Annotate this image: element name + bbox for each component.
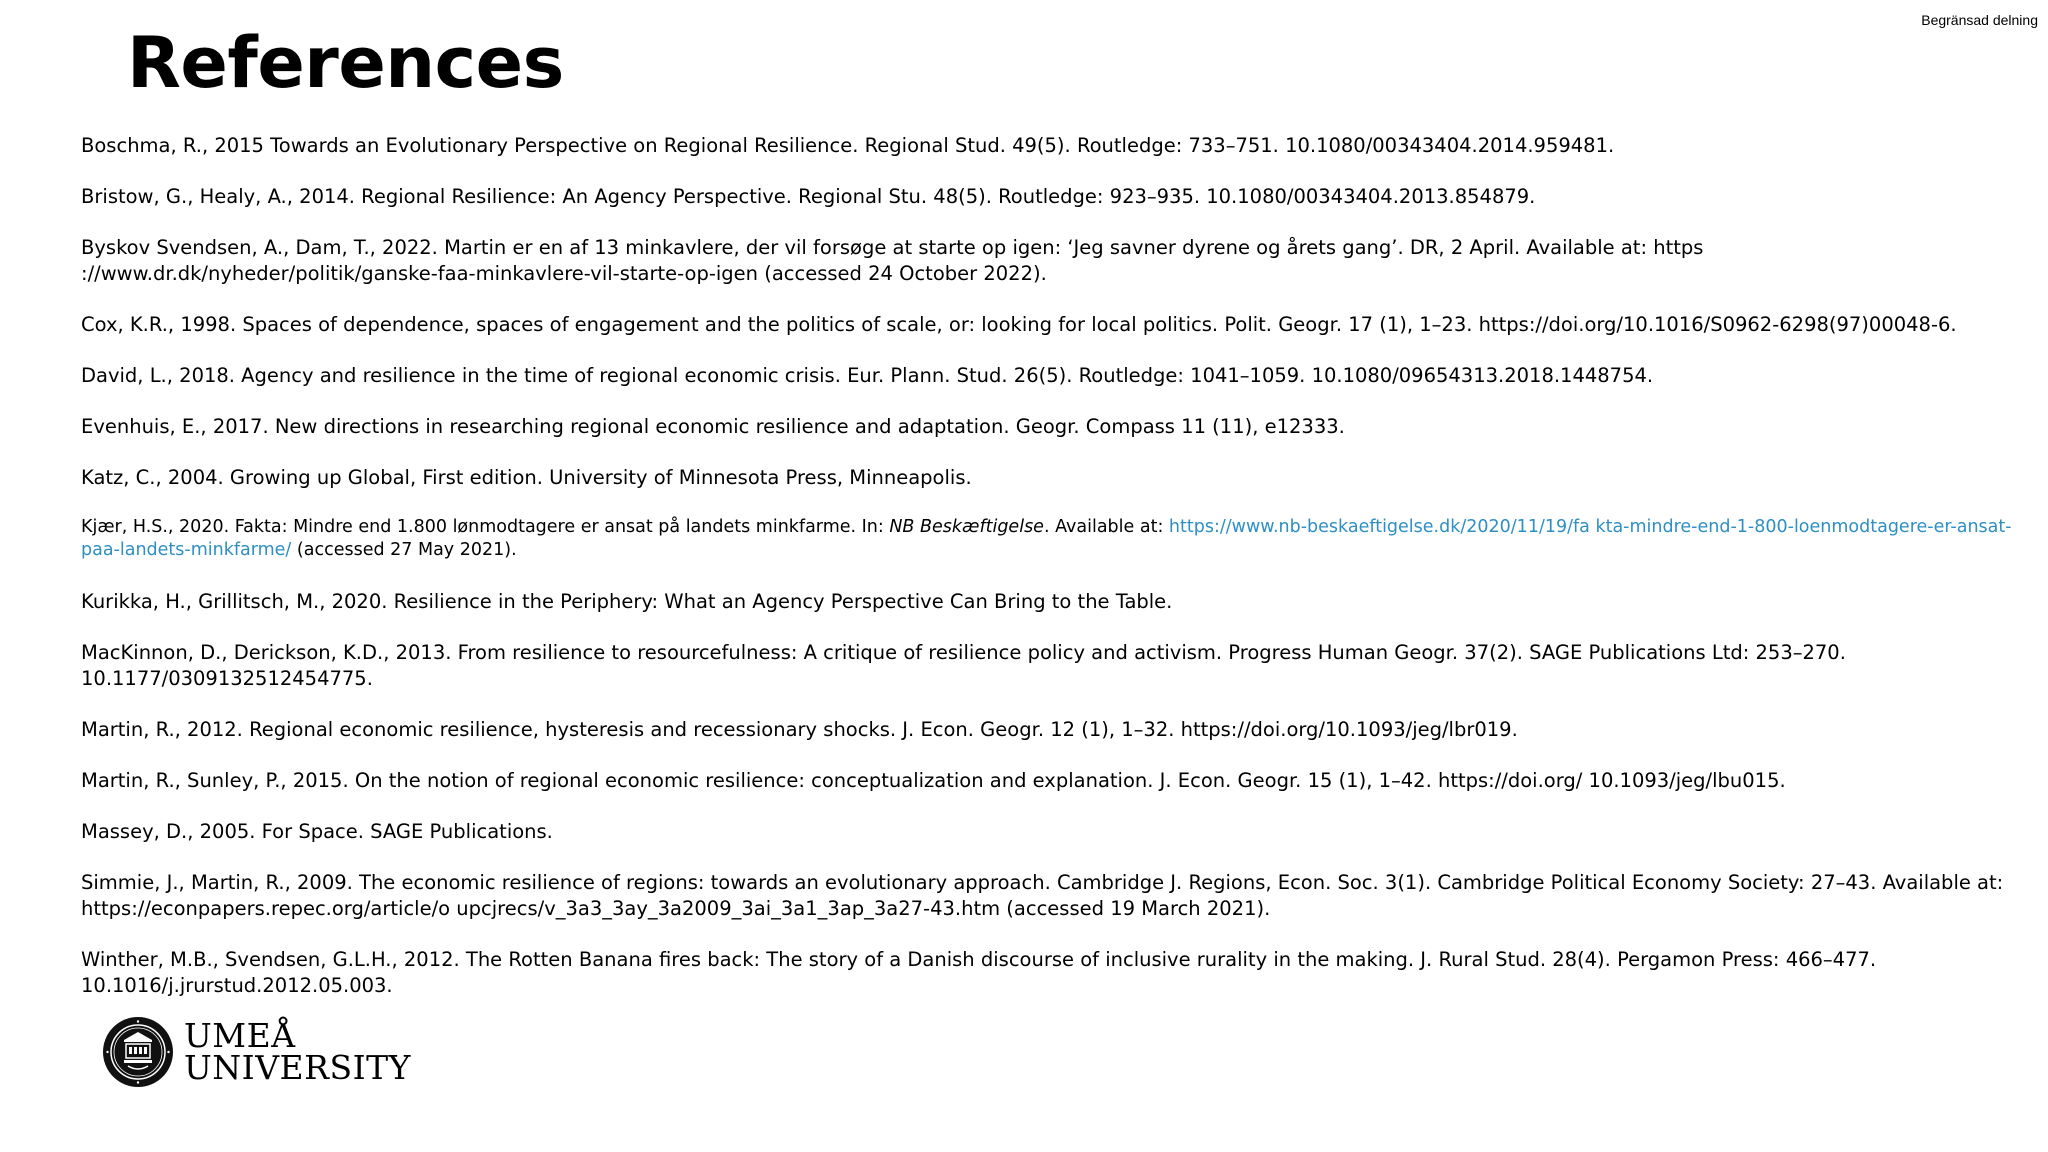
wordmark-line-1: UMEÅ (184, 1016, 296, 1055)
reference-cox-1998: Cox, K.R., 1998. Spaces of dependence, spaces of engagement and the politics of scale, or: looking for local politics. Polit. Geogr. 17 (1), 1–23. https://doi.org/10.1016/S0962-6298(97)00048-6. (81, 313, 1957, 336)
classification-label: Begränsad delning (1921, 12, 2038, 28)
reference-winther-2012: Winther, M.B., Svendsen, G.L.H., 2012. The Rotten Banana fires back: The story of a Danish discourse of inclusive rurality in the making. J. Rural Stud. 28(4). Pergamon Press: 466–477. 10.1016/j.jrurstud.2012.05.003. (81, 948, 1877, 997)
reference-kjaer-mid: . Available at: (1043, 517, 1169, 537)
reference-boschma-2015: Boschma, R., 2015 Towards an Evolutionary Perspective on Regional Resilience. Regional Stud. 49(5). Routledge: 733–751. 10.1080/00343404.2014.959481. (81, 134, 1615, 157)
reference-kurikka-2020: Kurikka, H., Grillitsch, M., 2020. Resilience in the Periphery: What an Agency Perspective Can Bring to the Table. (81, 590, 1173, 613)
reference-evenhuis-2017: Evenhuis, E., 2017. New directions in researching regional economic resilience and adaptation. Geogr. Compass 11 (11), e12333. (81, 415, 1345, 438)
university-wordmark (184, 1016, 411, 1087)
reference-martin-2012: Martin, R., 2012. Regional economic resilience, hysteresis and recessionary shocks. J. Econ. Geogr. 12 (1), 1–32. https://doi.org/10.1093/jeg/lbr019. (81, 718, 1518, 741)
reference-simmie-2009: Simmie, J., Martin, R., 2009. The economic resilience of regions: towards an evolutionary approach. Cambridge J. Regions, Econ. Soc. 3(1). Cambridge Political Economy Society: 27–43. Available at: https://econpapers.repec.org/article/o upcjrecs/v_3a3_3ay_3a2009_3ai_3a1_3ap_3a27-43.htm (accessed 19 March 2021). (81, 871, 2004, 920)
reference-kjaer-prefix: Kjær, H.S., 2020. Fakta: Mindre end 1.800 lønmodtagere er ansat på landets minkfarme. In: (81, 517, 890, 537)
reference-kjaer-2020 (81, 516, 2021, 562)
reference-byskov-svendsen-2022: Byskov Svendsen, A., Dam, T., 2022. Martin er en af 13 minkavlere, der vil forsøge at starte op igen: ‘Jeg savner dyrene og årets gang’. DR, 2 April. Available at: https ://www.dr.dk/nyheder/politik/ganske-faa-minkavlere-vil-starte-op-igen (accessed 24 October 2022). (81, 236, 1704, 285)
reference-list (81, 133, 2021, 1024)
reference-kjaer-link[interactable]: https://www.nb-beskaeftigelse.dk/2020/11/19/fa kta-mindre-end-1-800-loenmodtagere-er-ansat-paa-landets-minkfarme/ (81, 517, 2012, 560)
page-title: References (127, 22, 564, 104)
umea-university-seal-icon (102, 1016, 174, 1088)
reference-kjaer-accessed: (accessed 27 May 2021). (291, 540, 517, 560)
reference-martin-sunley-2015: Martin, R., Sunley, P., 2015. On the notion of regional economic resilience: conceptualization and explanation. J. Econ. Geogr. 15 (1), 1–42. https://doi.org/ 10.1093/jeg/lbu015. (81, 769, 1786, 792)
reference-mackinnon-2013: MacKinnon, D., Derickson, K.D., 2013. From resilience to resourcefulness: A critique of resilience policy and activism. Progress Human Geogr. 37(2). SAGE Publications Ltd: 253–270. 10.1177/0309132512454775. (81, 641, 1846, 690)
reference-katz-2004: Katz, C., 2004. Growing up Global, First edition. University of Minnesota Press, Minneapolis. (81, 466, 972, 489)
reference-bristow-2014: Bristow, G., Healy, A., 2014. Regional Resilience: An Agency Perspective. Regional Stu. 48(5). Routledge: 923–935. 10.1080/00343404.2013.854879. (81, 185, 1536, 208)
wordmark-line-2: UNIVERSITY (184, 1048, 411, 1087)
university-logo (102, 1015, 411, 1089)
reference-massey-2005: Massey, D., 2005. For Space. SAGE Publications. (81, 820, 553, 843)
reference-david-2018: David, L., 2018. Agency and resilience in the time of regional economic crisis. Eur. Plann. Stud. 26(5). Routledge: 1041–1059. 10.1080/09654313.2018.1448754. (81, 364, 1654, 387)
reference-kjaer-source: NB Beskæftigelse (889, 517, 1044, 537)
